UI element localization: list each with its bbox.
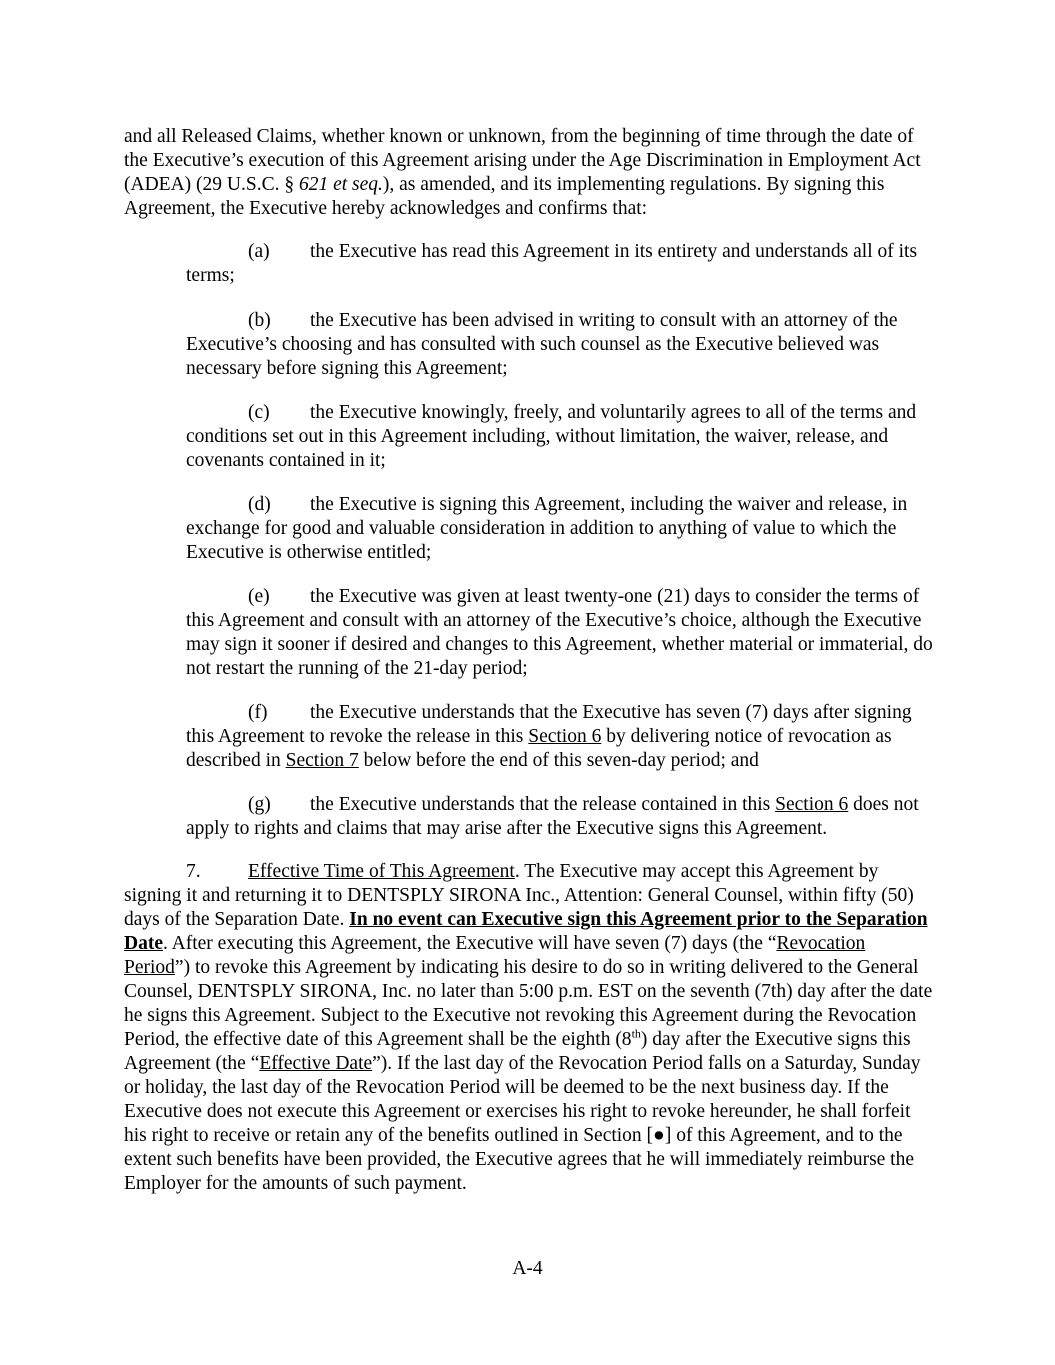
clause-text: the Executive knowingly, freely, and voluntarily agrees to all of the terms and conditions set out in this Agreement including, without limitation, the waiver, release, and covenants contained in it; bbox=[186, 402, 917, 471]
intro-text-end: ), as amended, and its implementing regulations. By signing this Agreement, the Executive hereby acknowledges and confirms that: bbox=[124, 174, 885, 219]
section-number: 7. bbox=[186, 861, 201, 882]
section-6-reference: Section 6 bbox=[528, 726, 602, 747]
clause-c bbox=[186, 401, 934, 473]
section-text: ”). If the last day of the Revocation Period falls on a Saturday, Sunday or holiday, the last day of the Revocation Period will be deemed to be the next business day. If the Executive does not execute this Agreement or exercises his right to revoke hereunder, he shall forfeit his right to receive or retain any of the benefits outlined in Section [●] of this Agreement, and to the extent such benefits have been provided, the Executive agrees that he will immediately reimburse the Employer for the amounts of such payment. bbox=[124, 1053, 921, 1194]
clause-text: the Executive was given at least twenty-one (21) days to consider the terms of this Agreement and consult with an attorney of the Executive’s choice, although the Executive may sign it sooner if desired and changes to this Agreement, whether material or immaterial, do not restart the running of the 21-day period; bbox=[186, 586, 933, 679]
section-6-reference: Section 6 bbox=[775, 794, 849, 815]
defined-term-revocation-period: Revocation Period bbox=[124, 933, 866, 978]
clause-text: by delivering notice of revocation as described in bbox=[186, 726, 892, 771]
section-text: . The Executive may accept this Agreement by signing it and returning it to DENTSPLY SIRONA Inc., Attention: General Counsel, within fifty (50) days of the Separation Date. bbox=[124, 861, 914, 930]
clause-label: (d) bbox=[248, 494, 271, 515]
clause-text: the Executive is signing this Agreement, including the waiver and release, in exchange for good and valuable consideration in addition to anything of value to which the Executive is otherwise entitled; bbox=[186, 494, 908, 563]
defined-term-effective-date: Effective Date bbox=[259, 1053, 373, 1074]
clause-d bbox=[186, 493, 934, 565]
clause-text: the Executive has read this Agreement in its entirety and understands all of its terms; bbox=[186, 241, 918, 286]
section-7-paragraph bbox=[124, 860, 934, 1196]
intro-text: and all Released Claims, whether known or unknown, from the beginning of time through the date of the Executive’s execution of this Agreement arising under the Age Discrimination in Employment Act (ADEA) (29 U.S.C. § bbox=[124, 126, 921, 195]
clause-b bbox=[186, 309, 934, 381]
ordinal-superscript: th bbox=[631, 1026, 641, 1041]
statute-citation: 621 et seq. bbox=[298, 174, 383, 195]
clause-f bbox=[186, 701, 934, 773]
clause-text: does not apply to rights and claims that may arise after the Executive signs this Agreement. bbox=[186, 794, 919, 839]
section-text: . After executing this Agreement, the Executive will have seven (7) days (the “ bbox=[162, 933, 777, 954]
clause-text: below before the end of this seven-day period; and bbox=[358, 750, 759, 771]
clause-label: (c) bbox=[248, 402, 270, 423]
clause-e bbox=[186, 585, 934, 681]
section-heading: Effective Time of This Agreement bbox=[248, 861, 515, 882]
section-7-reference: Section 7 bbox=[285, 750, 359, 771]
intro-paragraph bbox=[124, 125, 934, 221]
clause-label: (e) bbox=[248, 586, 270, 607]
section-text: ”) to revoke this Agreement by indicating his desire to do so in writing delivered to the General Counsel, DENTSPLY SIRONA, Inc. no later than 5:00 p.m. EST on the seventh (7th) day after the date he signs this Agreement. Subject to the Executive not revoking this Agreement during the Revocation Period, the effective date of this Agreement shall be the eighth (8 bbox=[124, 957, 933, 1050]
clause-label: (f) bbox=[248, 702, 268, 723]
clause-label: (b) bbox=[248, 310, 271, 331]
clause-label: (g) bbox=[248, 794, 271, 815]
clause-a bbox=[186, 240, 934, 288]
clause-g bbox=[186, 793, 934, 841]
bold-notice: In no event can Executive sign this Agreement prior to the Separation Date bbox=[124, 909, 928, 954]
clause-text: the Executive has been advised in writing to consult with an attorney of the Executive’s choosing and has consulted with such counsel as the Executive believed was necessary before signing this Agreement; bbox=[186, 310, 898, 379]
section-text: ) day after the Executive signs this Agreement (the “ bbox=[124, 1029, 911, 1074]
page-number: A-4 bbox=[512, 1258, 543, 1279]
clause-text: the Executive understands that the Executive has seven (7) days after signing this Agreement to revoke the release in this bbox=[186, 702, 912, 747]
clause-text: the Executive understands that the release contained in this bbox=[310, 794, 776, 815]
clause-label: (a) bbox=[248, 241, 270, 262]
